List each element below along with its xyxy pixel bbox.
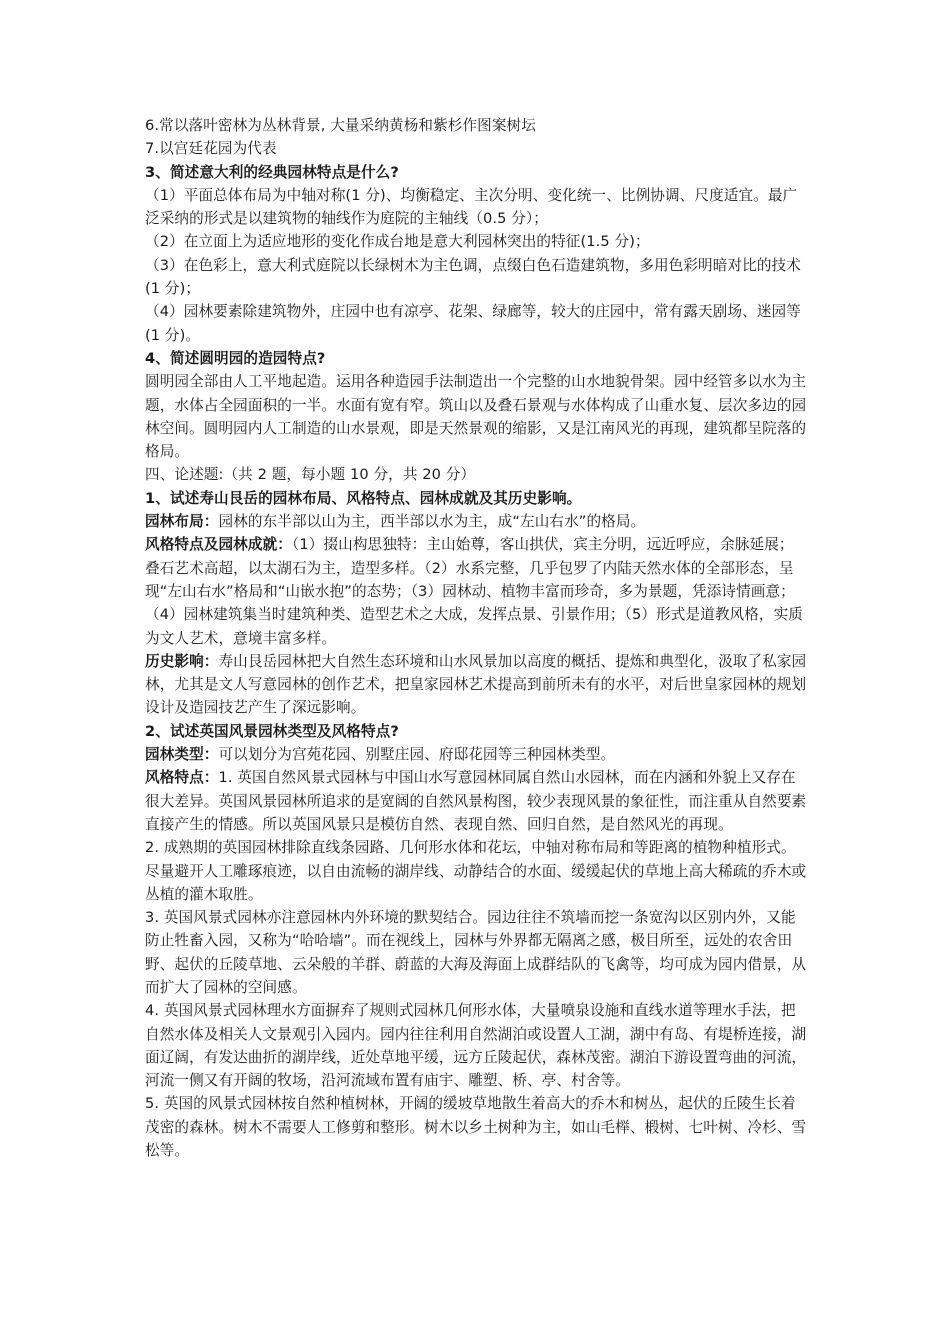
essay-2-style-1 — [145, 766, 807, 836]
list-item-7: 7.以宫廷花园为代表 — [145, 140, 277, 158]
essay-2-style-2: 2. 成熟期的英国园林排除直线条园路、几何形水体和花坛，中轴对称布局和等距离的植物种植形式。尽量避开人工雕琢痕迹，以自由流畅的湖岸线、动静结合的水面、缓缓起伏的草地上高大稀疏的乔木或丛植的灌木取胜。 — [145, 839, 807, 903]
essay-1-history — [145, 650, 807, 720]
question-3-point-1: （1）平面总体布局为中轴对称(1 分)、均衡稳定、主次分明、变化统一、比例协调、尺度适宜。最广泛采纳的形式是以建筑物的轴线作为庭院的主轴线（0.5 分）； — [145, 186, 798, 228]
essay-1-layout — [145, 510, 807, 533]
essay-2-style-3: 3. 英国风景式园林亦注意园林内外环境的默契结合。园边往往不筑墙而挖一条宽沟以区别内外，又能防止牲畜入园，又称为“哈哈墙”。而在视线上，园林与外界都无隔离之感，极目所至，远处的农舍田野、起伏的丘陵草地、云朵般的羊群、蔚蓝的大海及海面上成群结队的飞禽等，均可成为园内借景，从而扩大了园林的空间感。 — [145, 909, 807, 996]
essay-2-style-5: 5. 英国的风景式园林按自然种植树林，开阔的缓坡草地散生着高大的乔木和树丛，起伏的丘陵生长着茂密的森林。树木不需要人工修剪和整形。树木以乡土树种为主，如山毛榉、椴树、七叶树、冷杉、雪松等。 — [145, 1095, 807, 1160]
section-4-heading: 四、论述题:（共 2 题，每小题 10 分，共 20 分） — [145, 466, 476, 484]
essay-1-layout-text: 园林的东半部以山为主，西半部以水为主，成“左山右水”的格局。 — [218, 513, 646, 531]
question-3-point-4: （4）园林要素除建筑物外，庄园中也有凉亭、花架、绿廊等，较大的庄园中，常有露天剧场、迷园等(1 分)。 — [145, 303, 801, 344]
essay-2-types — [145, 743, 807, 766]
essay-1-style-text: （1）掇山构思独特：主山始尊，客山拱伏，宾主分明，远近呼应，余脉延展；叠石艺术高超，以太湖石为主，造型多样。（2）水系完整，几乎包罗了内陆天然水体的全部形态，呈现“左山右水”格局和“山嵌水抱”的态势；（3）园林动、植物丰富而珍奇，多为景题，凭添诗情画意；（4）园林建筑集当时建筑种类、造型艺术之大成，发挥点景、引景作用；（5）形式是道教风格，实质为文人艺术，意境丰富多样。 — [145, 536, 803, 647]
essay-1-style — [145, 533, 807, 649]
essay-1-history-text: 寿山艮岳园林把大自然生态环境和山水风景加以高度的概括、提炼和典型化，汲取了私家园林，尤其是文人写意园林的创作艺术，把皇家园林艺术提高到前所未有的水平，对后世皇家园林的规划设计及造园技艺产生了深远影响。 — [145, 652, 807, 717]
essay-1-history-label: 历史影响： — [145, 652, 219, 670]
question-4-answer: 圆明园全部由人工平地起造。运用各种造园手法制造出一个完整的山水地貌骨架。园中经管多以水为主题，水体占全园面积的一半。水面有宽有窄。筑山以及叠石景观与水体构成了山重水复、层次多边的园林空间。圆明园内人工制造的山水景观，即是天然景观的缩影，又是江南风光的再现，建筑都呈院落的格局。 — [145, 373, 807, 461]
question-4-title: 4、简述圆明园的造园特点? — [145, 349, 326, 367]
essay-2-types-text: 可以划分为宫苑花园、别墅庄园、府邸花园等三种园林类型。 — [218, 746, 616, 764]
essay-2-style-4: 4. 英国风景式园林理水方面摒弃了规则式园林几何形水体，大量喷泉设施和直线水道等理水手法，把自然水体及相关人文景观引入园内。园内往往利用自然湖泊或设置人工湖，湖中有岛、有堤桥连接，湖面辽阔，有发达曲折的湖岸线，近处草地平缓，远方丘陵起伏，森林茂密。湖泊下游设置弯曲的河流，河流一侧又有开阔的牧场，沿河流域布置有庙宇、雕塑、桥、亭、村舍等。 — [145, 1002, 807, 1090]
question-3-point-2: （2）在立面上为适应地形的变化作成台地是意大利园林突出的特征(1.5 分)； — [145, 233, 650, 251]
essay-1-style-label: 风格特点及园林成就： — [145, 536, 292, 554]
essay-2-style-label: 风格特点： — [145, 769, 219, 787]
essay-2-title: 2、试述英国风景园林类型及风格特点? — [145, 722, 399, 740]
essay-2-style-text-1: 1. 英国自然风景式园林与中国山水写意园林同属自然山水园林，而在内涵和外貌上又存在很大差异。英国风景园林所追求的是宽阔的自然风景构图，较少表现风景的象征性，而注重从自然要素直接产生的情感。所以英国风景只是模仿自然、表现自然、回归自然，是自然风光的再现。 — [145, 769, 807, 833]
list-item-6: 6.常以落叶密林为丛林背景, 大量采纳黄杨和紫杉作图案树坛 — [145, 117, 536, 134]
essay-1-title: 1、试述寿山艮岳的园林布局、风格特点、园林成就及其历史影响。 — [145, 489, 582, 507]
question-3-point-3: （3）在色彩上，意大利式庭院以长绿树木为主色调，点缀白色石造建筑物，多用色彩明暗对比的技术(1 分)； — [145, 256, 801, 298]
document-body — [145, 114, 807, 1162]
essay-1-layout-label: 园林布局： — [145, 513, 219, 531]
essay-2-types-label: 园林类型： — [145, 746, 219, 764]
question-3-title: 3、简述意大利的经典园林特点是什么? — [145, 163, 399, 181]
